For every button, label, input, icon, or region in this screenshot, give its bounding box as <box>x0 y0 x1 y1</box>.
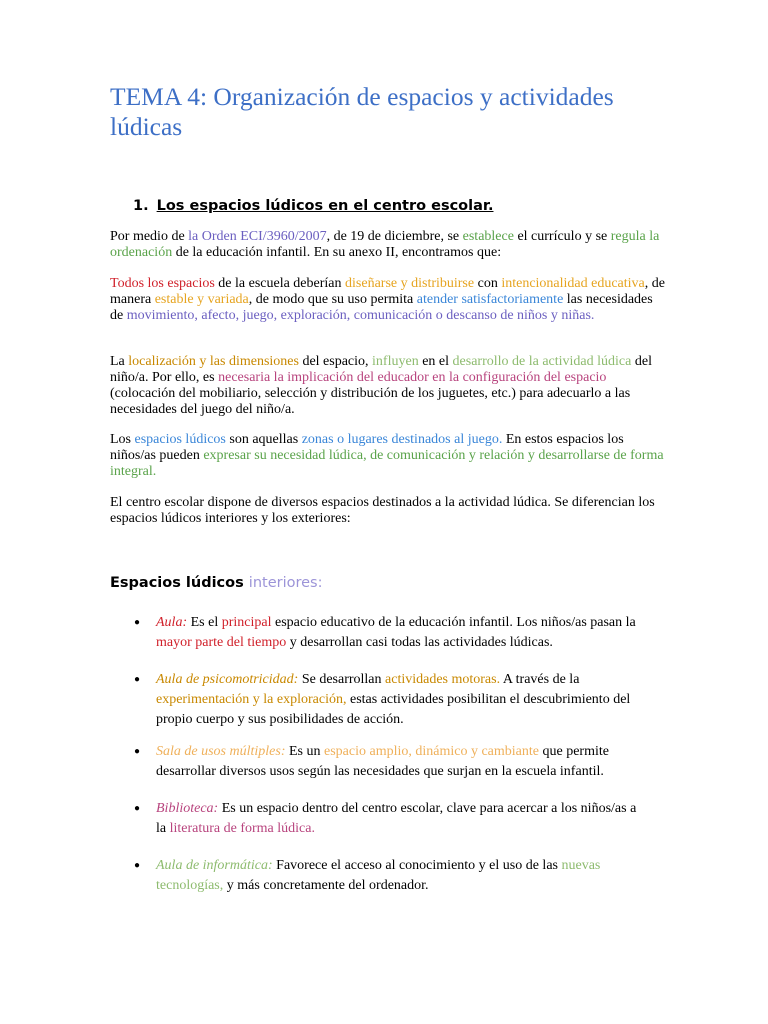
item-name: Aula de psicomotricidad: <box>156 672 299 687</box>
highlight: movimiento, afecto, juego, exploración, comunicación o descanso de niños y niñas. <box>126 308 595 323</box>
text: del espacio, <box>298 354 373 369</box>
highlight: mayor parte del tiempo <box>156 635 287 650</box>
text: las necesidades de <box>110 292 653 323</box>
highlight: interiores: <box>248 575 323 591</box>
text: con <box>474 276 502 291</box>
text: Los <box>110 432 135 447</box>
highlight: localización y las dimensiones <box>128 354 299 369</box>
highlight: actividades motoras. <box>385 672 501 687</box>
text: , de modo que su uso permita <box>248 292 417 307</box>
text: Es el <box>187 615 222 630</box>
page-title: TEMA 4: Organización de espacios y actividades lúdicas <box>110 82 614 141</box>
highlight: nuevas tecnologías, <box>156 858 601 893</box>
item-name: Sala de usos múltiples: <box>156 744 286 759</box>
text: Es un espacio dentro del centro escolar, clave para acercar a los niños/as a la <box>156 801 637 836</box>
paragraph-1 <box>110 229 666 261</box>
text: Por medio de <box>110 229 189 244</box>
paragraph-5: El centro escolar dispone de diversos espacios destinados a la actividad lúdica. Se diferencian los espacios lúdicos interiores y los exteriores: <box>110 495 655 526</box>
highlight: espacio amplio, dinámico y cambiante <box>324 744 539 759</box>
item-name: Biblioteca: <box>156 801 219 816</box>
link-orden: la Orden ECI/3960/2007 <box>188 229 327 244</box>
paragraph-3 <box>110 354 666 418</box>
item-name: Aula: <box>156 615 188 630</box>
highlight: desarrollo de la actividad lúdica <box>452 354 632 369</box>
highlight: intencionalidad educativa <box>501 276 645 291</box>
text: y más concretamente del ordenador. <box>223 878 429 893</box>
text: Favorece el acceso al conocimiento y el uso de las <box>272 858 562 873</box>
bullet-icon: ● <box>134 860 141 871</box>
paragraph-4 <box>110 432 666 480</box>
highlight: establece <box>462 229 514 244</box>
text: en el <box>418 354 453 369</box>
bullet-icon: ● <box>134 746 141 757</box>
text: , de 19 de diciembre, se <box>326 229 463 244</box>
subheading <box>110 575 323 591</box>
text: , de manera <box>110 276 665 307</box>
highlight: influyen <box>372 354 419 369</box>
text: de la educación infantil. En su anexo II, encontramos que: <box>172 245 502 260</box>
text: (colocación del mobiliario, selección y distribución de los juguetes, etc.) para adecuarlo a las necesidades del juego del niño/a. <box>110 386 631 417</box>
bullet-icon: ● <box>134 617 141 628</box>
highlight: necesaria la implicación del educador en la configuración del espacio <box>218 370 607 385</box>
highlight: Todos los espacios <box>110 276 215 291</box>
highlight: atender satisfactoriamente <box>416 292 564 307</box>
item-name: Aula de informática: <box>156 858 273 873</box>
highlight: estable y variada <box>154 292 249 307</box>
text: Se desarrollan <box>298 672 386 687</box>
section-heading <box>133 198 493 214</box>
text: Espacios lúdicos <box>110 575 249 591</box>
bullet-icon: ● <box>134 803 141 814</box>
text: Es un <box>285 744 324 759</box>
text: el currículo y se <box>513 229 611 244</box>
text: En estos espacios los niños/as pueden <box>110 432 624 463</box>
highlight: literatura de forma lúdica. <box>169 821 315 836</box>
paragraph-2 <box>110 276 666 324</box>
highlight: experimentación y la exploración, <box>156 692 347 707</box>
highlight: expresar su necesidad lúdica, de comunicación y relación y desarrollarse de forma integral. <box>110 448 664 479</box>
text: A través de la <box>500 672 580 687</box>
text: de la escuela deberían <box>214 276 346 291</box>
text: que permite desarrollar diversos usos según las necesidades que surjan en la escuela infantil. <box>156 744 609 779</box>
text: del niño/a. Por ello, es <box>110 354 652 385</box>
text: La <box>110 354 129 369</box>
highlight: espacios lúdicos <box>134 432 226 447</box>
section-number: 1. <box>133 198 149 214</box>
section-title: Los espacios lúdicos en el centro escolar. <box>156 198 494 214</box>
highlight: principal <box>221 615 272 630</box>
bullet-icon: ● <box>134 674 141 685</box>
text: son aquellas <box>225 432 302 447</box>
highlight: regula la ordenación <box>110 229 660 260</box>
highlight: zonas o lugares destinados al juego. <box>301 432 503 447</box>
text: estas actividades posibilitan el descubrimiento del propio cuerpo y sus posibilidades de acción. <box>156 692 631 727</box>
text: espacio educativo de la educación infantil. Los niños/as pasan la <box>271 615 636 630</box>
text: y desarrollan casi todas las actividades lúdicas. <box>286 635 553 650</box>
highlight: diseñarse y distribuirse <box>345 276 475 291</box>
